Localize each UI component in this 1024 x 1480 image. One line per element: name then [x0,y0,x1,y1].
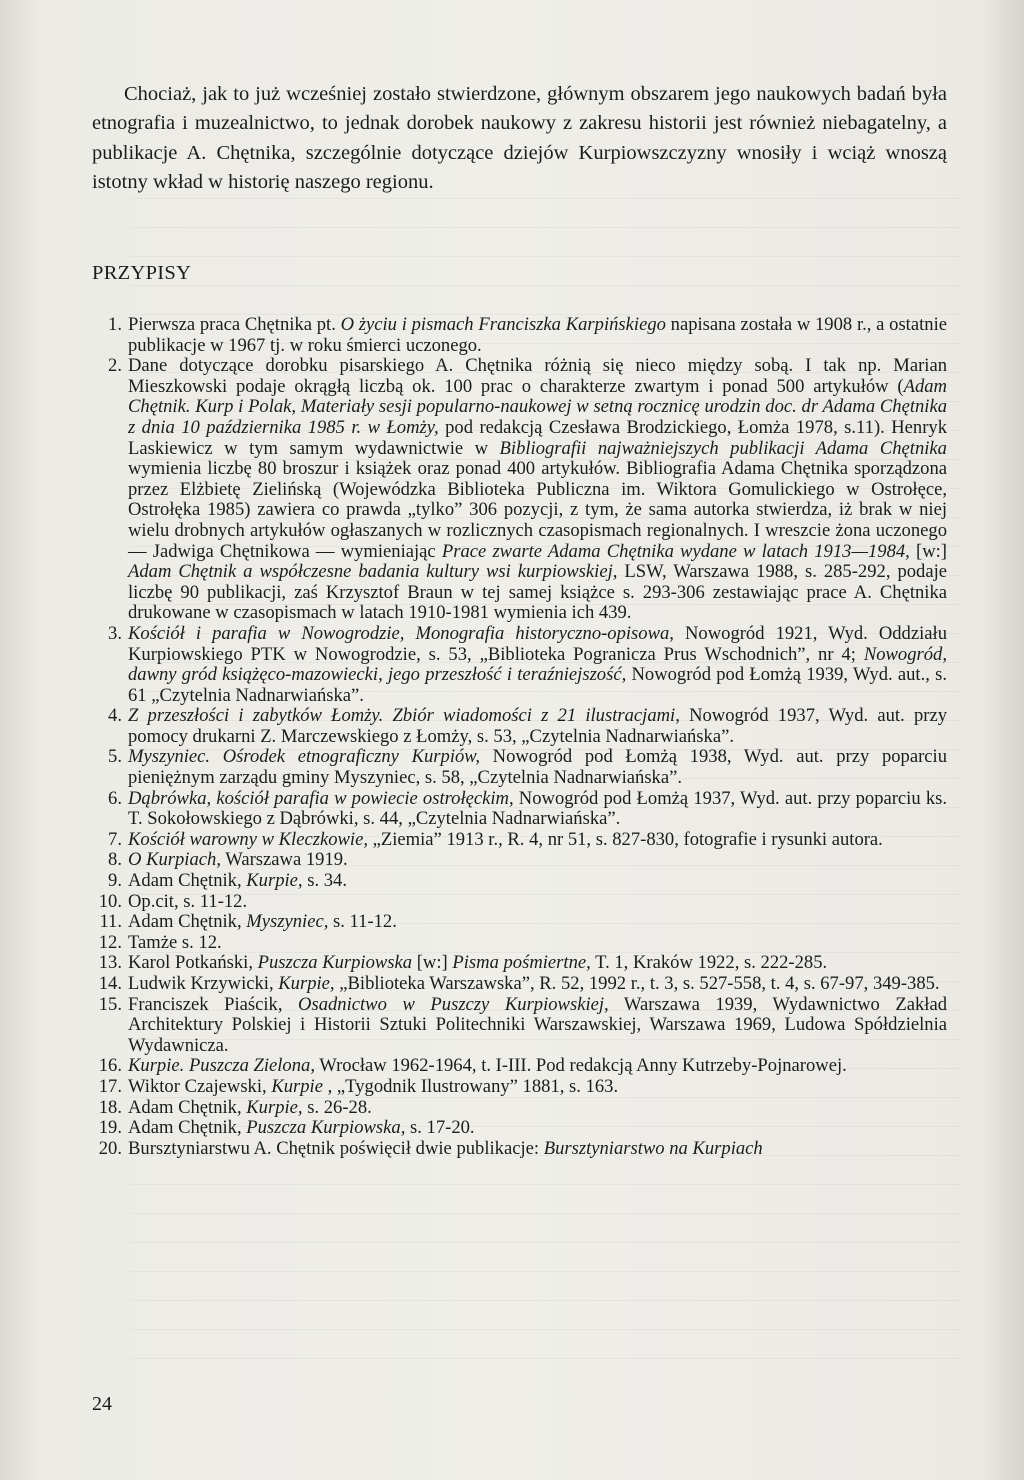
footnote-text: Nowogród 1937, Wyd. aut. przy pomocy drukarni Z. Marczewskiego z Łomży, s. 53, „Czytelnia Nadnarwiańska”. [128,705,947,747]
footnote-number: 7 . [92,830,122,851]
footnote-text: Nowogród 1921, Wyd. Oddziału Kurpiowskiego PTK w Nowogrodzie, s. 53, „Biblioteka Pogranicza Prus Wschodnich”, nr 4; [128,622,947,665]
footnote-number: 20 . [92,1139,122,1160]
footnote-text: Adam Chętnik, [128,911,247,933]
footnote-text: Adam Chętnik, [128,1096,247,1118]
footnote-title: Puszcza Kurpiowska [257,952,413,974]
footnote-text: Pierwsza praca Chętnika pt. [128,314,341,335]
footnote-number: 13 . [92,953,122,974]
footnote-19 [92,1118,947,1139]
footnote-number: 12 . [92,933,122,954]
footnote-text: s. 11-12. [328,911,397,933]
footnote-text: Op.cit, s. 11-12. [128,890,248,912]
footnote-title: Puszcza Kurpiowska, [246,1117,406,1139]
footnote-text: Adam Chętnik, [128,1117,247,1139]
footnote-text: s. 34. [302,870,348,892]
footnote-text: Wrocław 1962-1964, t. I-III. Pod redakcją Anny Kutrzeby-Pojnarowej. [314,1055,847,1077]
footnote-title: Kościół i parafia w Nowogrodzie, Monografia historyczno-opisowa, [128,622,674,644]
footnote-13 [92,953,947,974]
footnote-3 [92,624,947,706]
footnote-text: [w:] [412,952,453,974]
footnote-title: Myszyniec. Ośrodek etnograficzny Kurpiów, [128,746,480,768]
footnote-text: LSW, Warszawa 1988, s. 285-292, podaje liczbę 90 publikacji, zaś Krzysztof Braun w tej samej książce s. 293-306 zestawiając prace A. Chętnika drukowane w czasopismach w latach 1910-1981 wymienia ich 439. [128,561,948,624]
footnote-title: Kurpie, [278,973,335,994]
footnote-title: Adam Chętnik. Kurp i Polak, Materiały sesji popularno-naukowej w setną rocznicę urodzin doc. dr Adama Chętnika z dnia 10 października 1985 r. w Łomży, [128,375,947,438]
footnote-10 [92,892,947,913]
footnote-text: Warszawa 1919. [220,849,348,871]
footnote-6 [92,789,947,830]
footnote-text: wymienia liczbę 80 broszur i książek oraz ponad 400 artykułów. Bibliografia Adama Chętnika sporządzona przez Elżbietę Zielińską (Wojewódzka Biblioteka Publiczna im. Wiktora Gomulickiego w Ostrołęce, Ostrołęka 1985) zawiera co prawda „tylko” 306 pozycji, z tym, że sama autorka stwierdza, iż brak w niej wielu drobnych artykułów ogłaszanych w rozlicznych czasopismach regionalnych. I wreszcie żona uczonego — Jadwiga Chętnikowa — wymieniając [128,458,947,562]
footnote-text: s. 17-20. [405,1117,475,1139]
footnote-text: Adam Chętnik, [128,870,247,892]
footnote-11 [92,912,947,933]
footnote-number: 8 . [92,850,122,871]
footnote-title: Kościół warowny w Kleczkowie, [128,828,368,850]
footnote-text: Wiktor Czajewski, [128,1075,272,1097]
footnote-text: „Ziemia” 1913 r., R. 4, nr 51, s. 827-830, fotografie i rysunki autora. [368,828,883,850]
footnote-number: 4 . [92,706,122,727]
footnote-14 [92,974,947,995]
footnote-number: 3 . [92,624,122,645]
footnote-text: Dane dotyczące dorobku pisarskiego A. Chętnika różnią się nieco między sobą. I tak np. Marian Mieszkowski podaje okrągłą liczbą ok. 100 prac o charakterze zwartym i ponad 500 artykułów ( [128,355,947,397]
footnote-5 [92,747,947,788]
footnote-title: Prace zwarte Adama Chętnika wydane w latach 1913—1984, [441,540,910,562]
footnote-text: pod redakcją Czesława Brodzickiego, Łomża 1978, s.11). Henryk Laskiewicz w tym samym wydawnictwie w [128,416,948,459]
footnote-number: 18 . [92,1098,122,1119]
footnote-number: 5 . [92,747,122,768]
footnote-title: Nowogród, dawny gród książęco-mazowiecki, jego przeszłość i teraźniejszość, [128,643,947,686]
footnote-4 [92,706,947,747]
footnote-18 [92,1098,947,1119]
footnote-text: Franciszek Piaścik, [128,993,299,1015]
footnote-number: 15 . [92,995,122,1016]
footnote-15 [92,995,947,1057]
footnote-text: napisana została w 1908 r., a ostatnie publikacje w 1967 tj. w roku śmierci uczonego. [128,314,947,356]
footnote-number: 11 . [92,912,122,933]
footnote-title: Adam Chętnik a współczesne badania kultury wsi kurpiowskiej, [128,561,618,583]
footnote-title: Kurpie. Puszcza Zielona, [128,1055,315,1077]
footnote-16 [92,1056,947,1077]
footnote-2 [92,356,947,624]
footnote-20 [92,1139,947,1160]
footnote-number: 14 . [92,974,122,995]
intro-text: Chociaż, jak to już wcześniej zostało stwierdzone, głównym obszarem jego naukowych badań była etnografia i muzealnictwo, to jednak dorobek naukowy z zakresu historii jest również niebagatelny, a publikacje A. Chętnika, szczególnie dotyczące dziejów Kurpiowszczyzny wnosiły i wciąż wnoszą istotny wkład w historię naszego regionu. [92,83,947,194]
footnote-text: , „Tygodnik Ilustrowany” 1881, s. 163. [322,1075,619,1097]
page-number: 24 [92,1393,112,1415]
footnote-text: Nowogród pod Łomżą 1938, Wyd. aut. przy poparciu pieniężnym zarządu gminy Myszyniec, s. 58, „Czytelnia Nadnarwiańska”. [128,746,947,789]
footnote-number: 2 . [92,356,122,377]
footnote-text: Bursztyniarstwu A. Chętnik poświęcił dwie publikacje: [128,1137,544,1159]
footnote-text: T. 1, Kraków 1922, s. 222-285. [590,952,828,974]
footnote-number: 16 . [92,1056,122,1077]
footnote-number: 6 . [92,789,122,810]
footnote-text: Tamże s. 12. [128,931,222,953]
footnote-number: 19 . [92,1118,122,1139]
footnote-number: 9 . [92,871,122,892]
footnote-1 [92,315,947,356]
footnote-7 [92,830,947,851]
footnotes-heading: PRZYPISY [92,262,192,284]
footnote-text: „Biblioteka Warszawska”, R. 52, 1992 r., t. 3, s. 527-558, t. 4, s. 67-97, 349-385. [334,973,940,994]
footnote-title: Osadnictwo w Puszczy Kurpiowskiej, [298,993,609,1015]
footnote-text: Warszawa 1939, Wydawnictwo Zakład Architektury Polskiej i Historii Sztuki Politechniki Warszawskiej, Warszawa 1969, Ludowa Spółdzielnia Wydawnicza. [128,993,947,1056]
footnote-number: 1 . [92,315,122,336]
footnote-title: Pisma pośmiertne, [452,952,591,974]
footnote-text: [w:] [909,540,947,562]
intro-paragraph [92,80,947,198]
footnote-title: O życiu i pismach Franciszka Karpińskiego [340,314,666,335]
footnote-text: Ludwik Krzywicki, [128,973,279,994]
footnote-8 [92,850,947,871]
footnote-number: 17 . [92,1077,122,1098]
footnote-17 [92,1077,947,1098]
footnote-text: Nowogród pod Łomżą 1939, Wyd. aut., s. 61 „Czytelnia Nadnarwiańska”. [128,664,947,706]
footnote-12 [92,933,947,954]
footnote-title: Z przeszłości i zabytków Łomży. Zbiór wiadomości z 21 ilustracjami, [128,705,680,727]
footnote-number: 10 . [92,892,122,913]
footnote-title: Kurpie, [246,1096,303,1118]
footnote-title: Dąbrówka, kościół parafia w powiecie ostrołęckim, [128,787,514,809]
footnote-title: Kurpie [271,1075,323,1097]
footnote-title: Kurpie, [246,870,303,892]
footnote-text: Nowogród pod Łomżą 1937, Wyd. aut. przy poparciu ks. T. Sokołowskiego z Dąbrówki, s. 44, „Czytelnia Nadnarwiańska”. [128,787,947,830]
footnote-title: Bursztyniarstwo na Kurpiach [543,1137,763,1159]
footnote-9 [92,871,947,892]
footnote-text: s. 26-28. [302,1096,372,1118]
footnote-title: O Kurpiach, [128,849,221,871]
footnote-title: Bibliografii najważniejszych publikacji Adama Chętnika [499,437,947,459]
footnotes-list [92,315,947,1159]
footnote-title: Myszyniec, [246,911,329,933]
footnote-text: Karol Potkański, [128,952,258,974]
